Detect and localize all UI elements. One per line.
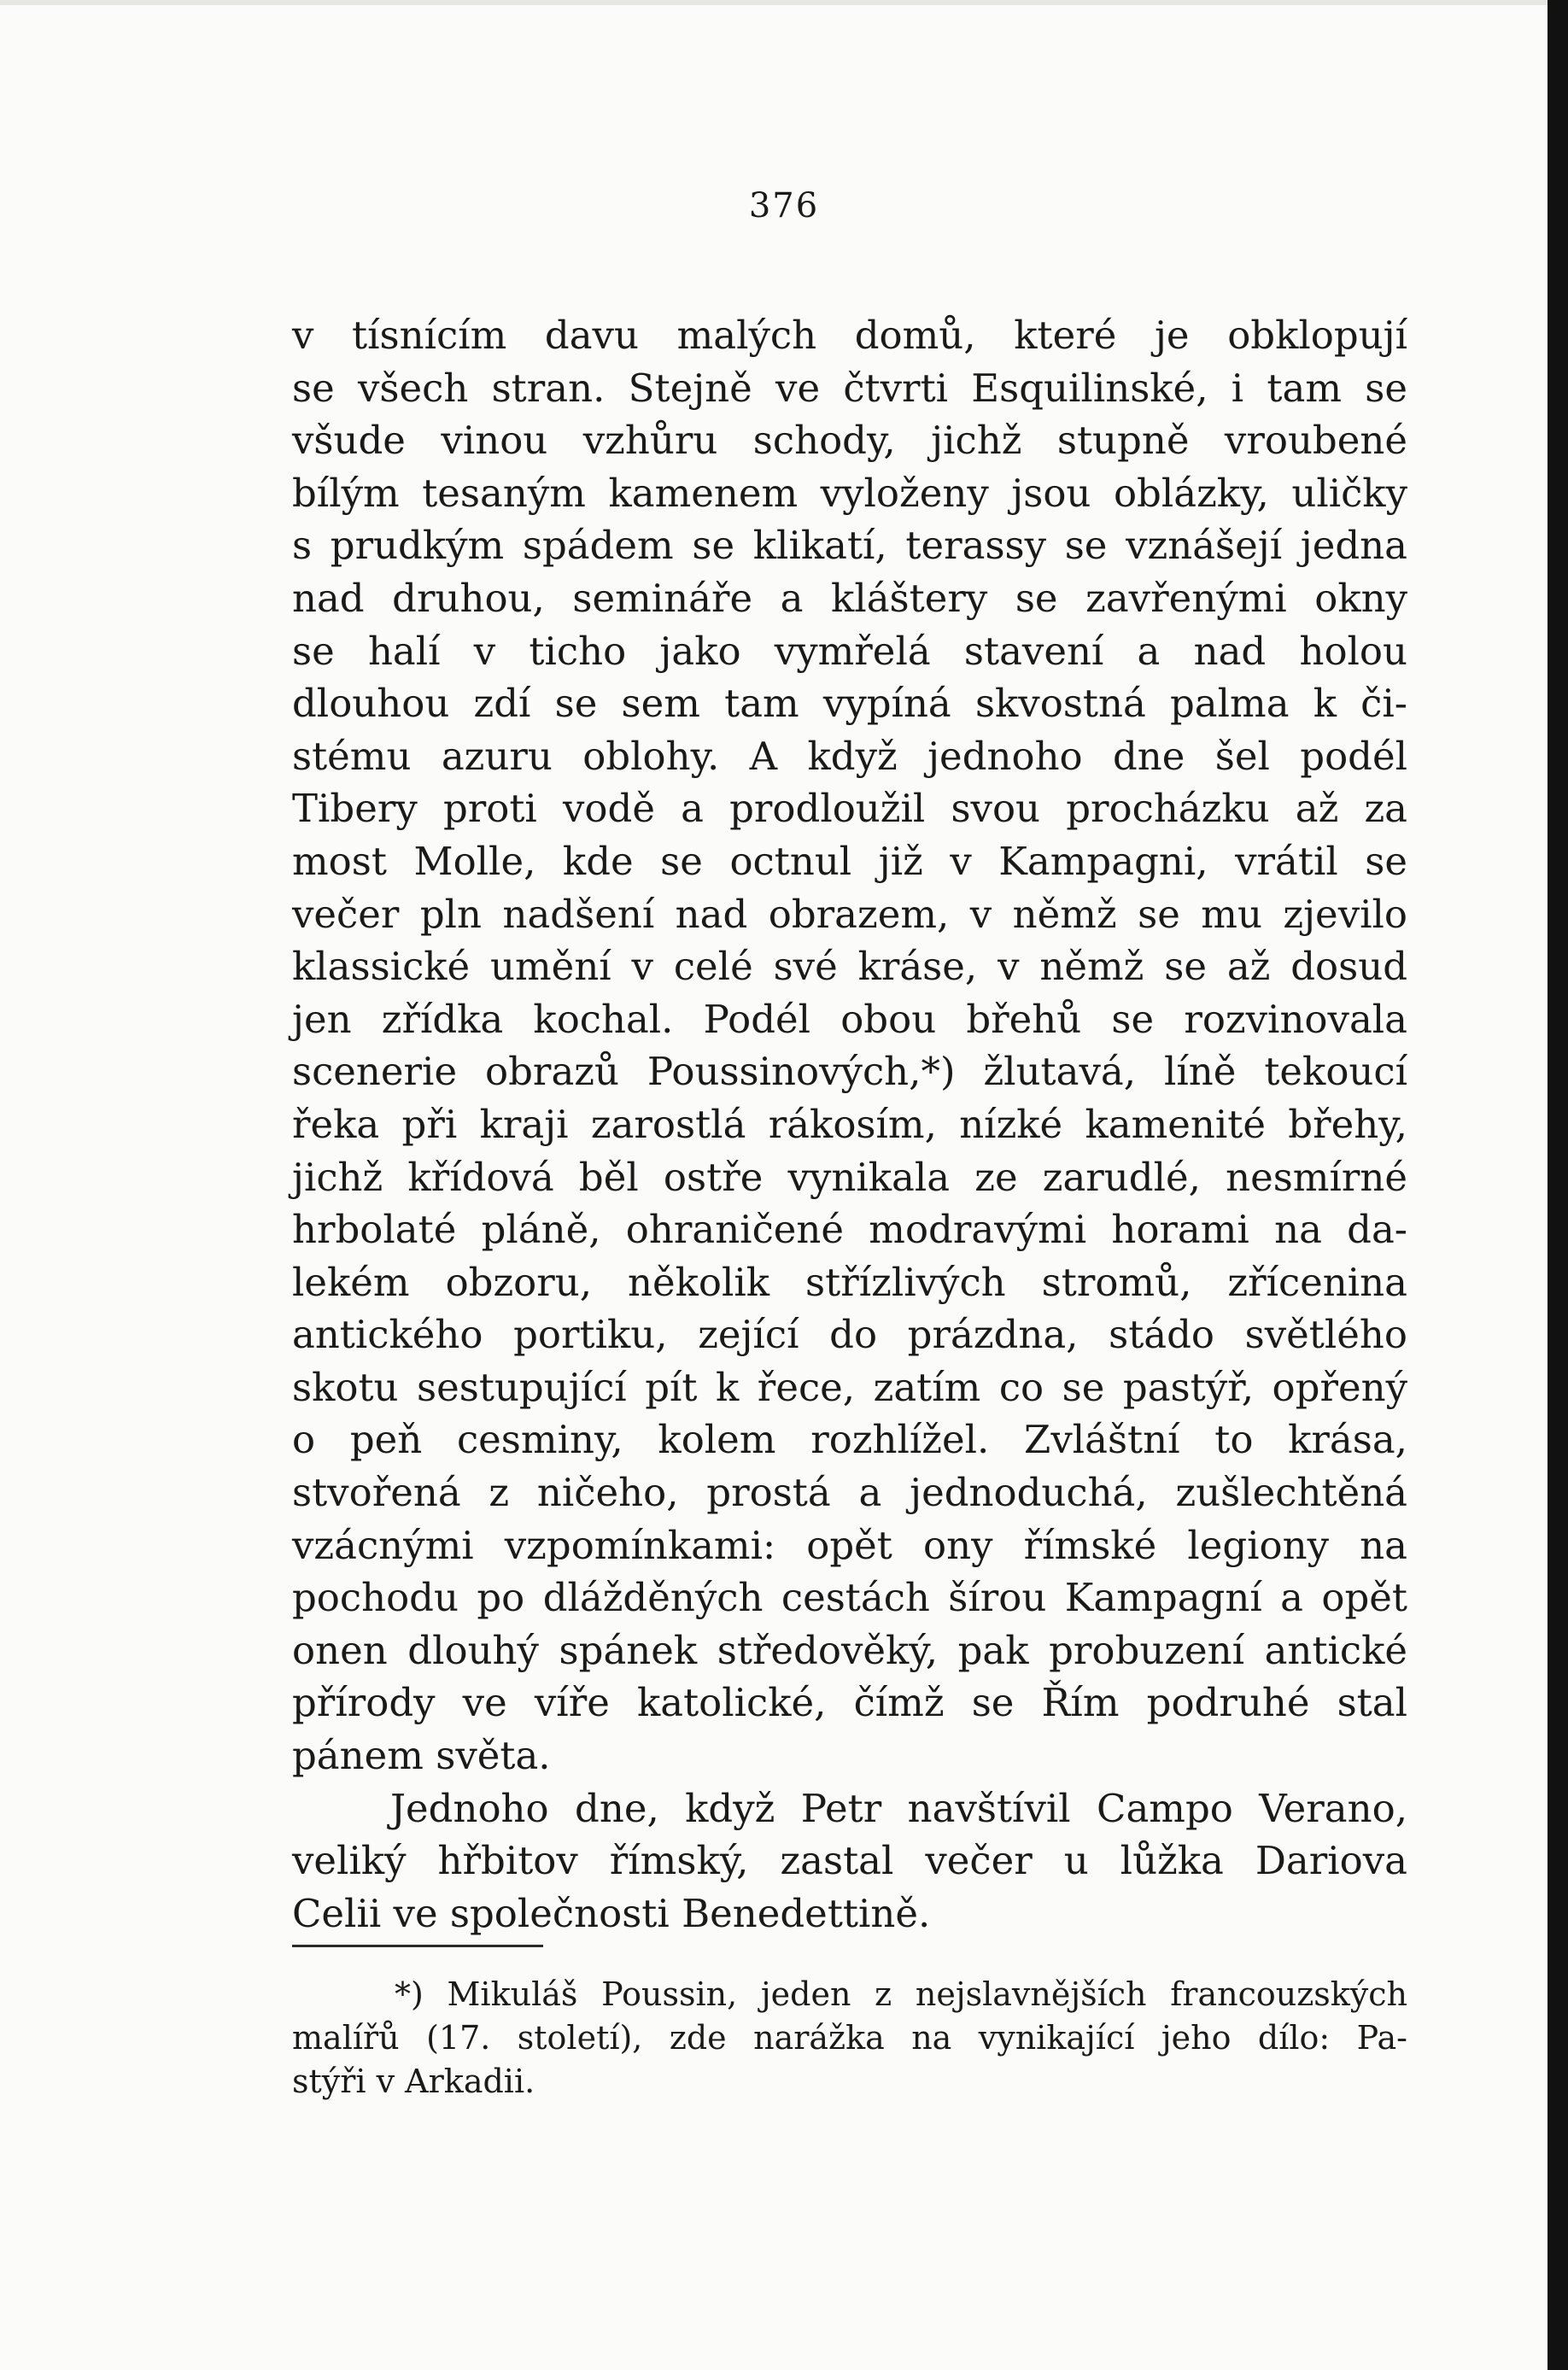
footnote-line: malířů (17. století), zde narážka na vynikající jeho dílo: Pa- (292, 2019, 1407, 2057)
text-line: scenerie obrazů Poussinových,*) žlutavá, líně tekoucí (292, 1049, 1407, 1095)
text-line: skotu sestupující pít k řece, zatím co se pastýř, opřený (292, 1364, 1407, 1410)
text-line: přírody ve víře katolické, čímž se Řím podruhé stal (292, 1680, 1407, 1726)
text-line: s prudkým spádem se klikatí, terassy se vznášejí jedna (292, 523, 1407, 569)
text-line: lekém obzoru, několik střízlivých stromů, zřícenina (292, 1259, 1407, 1305)
main-text (292, 309, 1407, 1940)
scan-binding-edge (1548, 0, 1568, 2370)
paragraph-line: veliký hřbitov římský, zastal večer u lůžka Dariova (292, 1838, 1407, 1884)
text-line: v tísnícím davu malých domů, které je obklopují (292, 313, 1407, 358)
text-line: antického portiku, zející do prázdna, stádo světlého (292, 1312, 1407, 1358)
text-line: stvořená z ničeho, prostá a jednoduchá, zušlechtěná (292, 1470, 1407, 1516)
text-line: pochodu po dlážděných cestách šírou Kampagní a opět (292, 1575, 1407, 1621)
text-line: nad druhou, semináře a kláštery se zavřenými okny (292, 575, 1407, 621)
text-line: klassické umění v celé své kráse, v němž se až dosud (292, 944, 1407, 990)
footnote-line: stýři v Arkadii. (292, 2063, 535, 2100)
text-line: všude vinou vzhůru schody, jichž stupně vroubené (292, 418, 1407, 464)
text-line: se všech stran. Stejně ve čtvrti Esquilinské, i tam se (292, 365, 1407, 411)
text-line: se halí v ticho jako vymřelá stavení a nad holou (292, 628, 1407, 674)
text-line: večer pln nadšení nad obrazem, v němž se mu zjevilo (292, 891, 1407, 937)
text-line: bílým tesaným kamenem vyloženy jsou oblázky, uličky (292, 470, 1407, 516)
page-top-edge (0, 0, 1548, 5)
text-line: řeka při kraji zarostlá rákosím, nízké kamenité břehy, (292, 1101, 1407, 1147)
text-line: most Molle, kde se octnul již v Kampagni, vrátil se (292, 838, 1407, 884)
text-line: stému azuru oblohy. A když jednoho dne šel podél (292, 733, 1407, 779)
footnote-line: *) Mikuláš Poussin, jeden z nejslavnějších francouzských (395, 1975, 1407, 2013)
paragraph-line: Celii ve společnosti Benedettině. (292, 1890, 931, 1936)
text-line: hrbolaté pláně, ohraničené modravými horami na da- (292, 1207, 1407, 1253)
footnote-divider (292, 1945, 543, 1947)
text-line: o peň cesminy, kolem rozhlížel. Zvláštní to krása, (292, 1417, 1407, 1463)
text-line: dlouhou zdí se sem tam vypíná skvostná palma k či- (292, 681, 1407, 727)
text-line: pánem světa. (292, 1733, 551, 1779)
text-line: Tibery proti vodě a prodloužil svou procházku až za (292, 786, 1407, 832)
page-number: 376 (748, 186, 820, 225)
footnote (292, 1973, 1407, 2104)
text-line: jichž křídová běl ostře vynikala ze zarudlé, nesmírné (292, 1154, 1407, 1200)
text-line: jen zřídka kochal. Podél obou břehů se rozvinovala (292, 996, 1407, 1042)
text-line: onen dlouhý spánek středověký, pak probuzení antické (292, 1627, 1407, 1673)
paragraph-line: Jednoho dne, když Petr navštívil Campo Verano, (390, 1785, 1407, 1831)
text-line: vzácnými vzpomínkami: opět ony římské legiony na (292, 1522, 1407, 1568)
